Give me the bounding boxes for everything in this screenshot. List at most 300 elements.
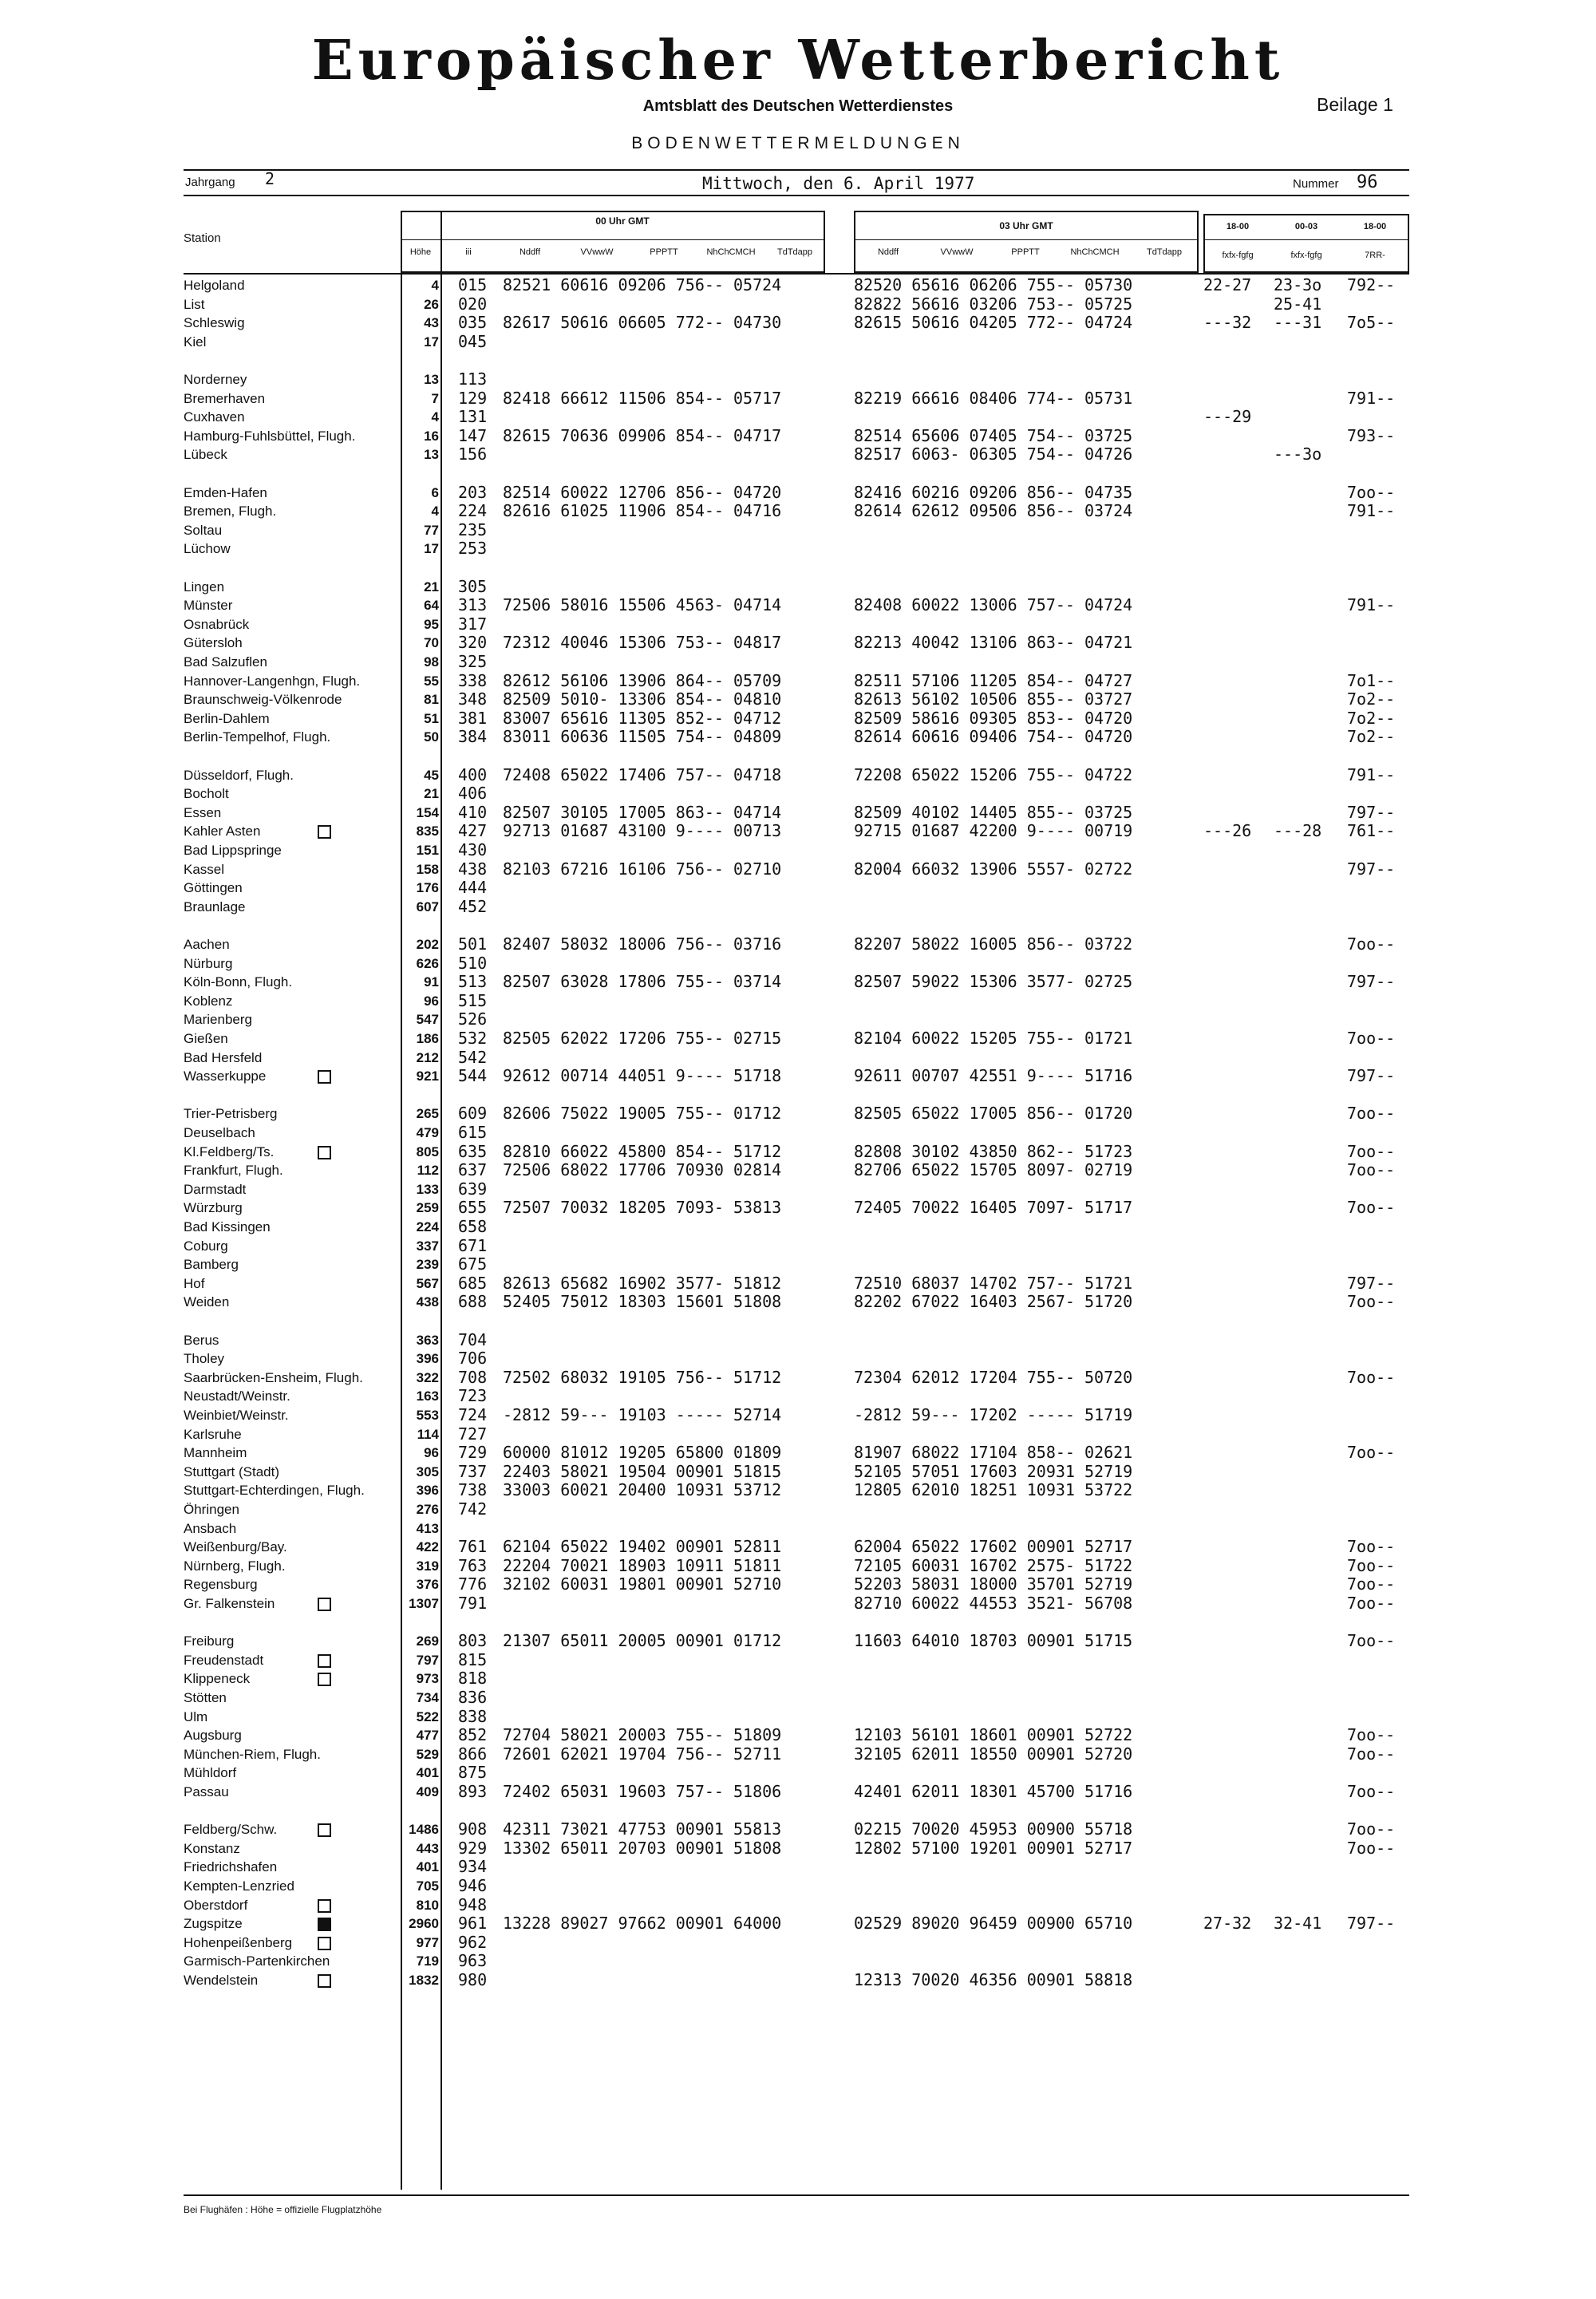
- table-row: [0, 1104, 1596, 1123]
- obs-03-gmt: 82614 62612 09506 856-- 03724: [854, 501, 1133, 521]
- station-name: Kassel: [184, 861, 225, 877]
- mountain-station-marker-icon: [318, 825, 331, 839]
- table-row: [0, 1500, 1596, 1519]
- station-height: 396: [416, 1351, 439, 1367]
- station-name: Berlin-Tempelhof, Flugh.: [184, 729, 331, 745]
- station-index: 852: [458, 1725, 488, 1745]
- precip-18-00: 7oo--: [1347, 1160, 1396, 1180]
- station-index: 235: [458, 519, 488, 539]
- station-name: Hamburg-Fuhlsbüttel, Flugh.: [184, 428, 356, 444]
- station-height: 705: [416, 1878, 439, 1894]
- station-index: 325: [458, 652, 488, 671]
- station-column-header: Station: [184, 231, 221, 245]
- obs-00-gmt: 32102 60031 19801 00901 52710: [503, 1574, 782, 1594]
- station-height: 50: [424, 729, 439, 745]
- precip-18-00: 797--: [1347, 1066, 1396, 1086]
- obs-00-gmt: 72506 68022 17706 70930 02814: [503, 1160, 782, 1180]
- mountain-station-marker-icon: [318, 1823, 331, 1837]
- obs-00-gmt: 72704 58021 20003 755-- 51809: [503, 1725, 782, 1745]
- extra-subrule: [1203, 239, 1409, 240]
- header-rule-top: [184, 169, 1409, 171]
- station-index: 320: [458, 633, 488, 653]
- obs-03-gmt: 82706 65022 15705 8097- 02719: [854, 1160, 1133, 1180]
- table-row: [0, 728, 1596, 746]
- table-row: [0, 370, 1596, 389]
- station-index: 704: [458, 1329, 488, 1349]
- station-height: 363: [416, 1332, 439, 1348]
- station-height: 477: [416, 1728, 439, 1744]
- station-name: Bremerhaven: [184, 390, 266, 406]
- table-row: [0, 1161, 1596, 1179]
- station-height: 401: [416, 1765, 439, 1781]
- station-name: Köln-Bonn, Flugh.: [184, 974, 293, 990]
- station-index: 742: [458, 1499, 488, 1519]
- station-height: 17: [424, 334, 439, 350]
- precip-18-00: 7oo--: [1347, 1292, 1396, 1312]
- station-name: Bremen, Flugh.: [184, 504, 277, 519]
- station-height: 422: [416, 1539, 439, 1555]
- station-height: 265: [416, 1106, 439, 1122]
- station-index: 963: [458, 1951, 488, 1971]
- station-name: Mannheim: [184, 1445, 247, 1461]
- obs-00-gmt: 83011 60636 11505 754-- 04809: [503, 727, 782, 747]
- station-name: Marienberg: [184, 1012, 252, 1028]
- obs-00-gmt: 72408 65022 17406 757-- 04718: [503, 764, 782, 784]
- station-index: 738: [458, 1480, 488, 1500]
- jahrgang-value: 2: [265, 169, 275, 188]
- obs-03-gmt: 81907 68022 17104 858-- 02621: [854, 1443, 1133, 1463]
- station-height: 522: [416, 1708, 439, 1724]
- table-row: [0, 1049, 1596, 1067]
- table-row: [0, 1481, 1596, 1499]
- station-height: 259: [416, 1200, 439, 1216]
- station-index: 838: [458, 1706, 488, 1726]
- obs-00-gmt: 72312 40046 15306 753-- 04817: [503, 633, 782, 653]
- station-index: 544: [458, 1066, 488, 1086]
- station-height: 1832: [409, 1973, 439, 1988]
- station-height: 112: [417, 1163, 439, 1179]
- station-name: Aachen: [184, 937, 230, 952]
- obs-03-gmt: 82104 60022 15205 755-- 01721: [854, 1029, 1133, 1048]
- station-name: Feldberg/Schw.: [184, 1822, 278, 1838]
- station-index: 253: [458, 539, 488, 559]
- obs-00-gmt: 62104 65022 19402 00901 52811: [503, 1537, 782, 1557]
- table-row: [0, 1218, 1596, 1236]
- gmt03-subrule: [854, 239, 1199, 240]
- obs-03-gmt: 82614 60616 09406 754-- 04720: [854, 727, 1133, 747]
- extra-header-2: 00-03: [1294, 222, 1318, 231]
- obs-03-gmt: 82520 65616 06206 755-- 05730: [854, 275, 1133, 294]
- station-name: Cuxhaven: [184, 409, 245, 425]
- table-row: [0, 1444, 1596, 1462]
- station-name: Frankfurt, Flugh.: [184, 1163, 283, 1179]
- gust-00-03: 25-41: [1274, 294, 1322, 314]
- station-index: 893: [458, 1782, 488, 1801]
- obs-00-gmt: 82407 58032 18006 756-- 03716: [503, 934, 782, 954]
- gmt03-sub-clouds: NhChCMCH: [1070, 247, 1120, 257]
- station-index: 381: [458, 708, 488, 728]
- obs-03-gmt: 42401 62011 18301 45700 51716: [854, 1782, 1133, 1801]
- station-index: 934: [458, 1857, 488, 1877]
- station-height: 805: [416, 1144, 439, 1159]
- station-name: Weißenburg/Bay.: [184, 1539, 287, 1555]
- table-row: [0, 1783, 1596, 1801]
- table-row: [0, 1839, 1596, 1858]
- table-row: [0, 653, 1596, 671]
- station-index: 803: [458, 1631, 488, 1651]
- table-row: [0, 1293, 1596, 1311]
- page-title: Europäischer Wetterbericht: [311, 29, 1285, 93]
- obs-00-gmt: 52405 75012 18303 15601 51808: [503, 1292, 782, 1312]
- station-height: 547: [416, 1012, 439, 1028]
- station-name: Deuselbach: [184, 1125, 255, 1140]
- station-name: Konstanz: [184, 1840, 240, 1856]
- station-index: 131: [458, 407, 488, 427]
- station-height: 77: [424, 522, 439, 538]
- obs-00-gmt: 22204 70021 18903 10911 51811: [503, 1555, 782, 1575]
- obs-03-gmt: 82822 56616 03206 753-- 05725: [854, 294, 1133, 314]
- obs-03-gmt: 82511 57106 11205 854-- 04727: [854, 670, 1133, 690]
- extra-header-3: 18-00: [1363, 222, 1387, 231]
- station-name: Nürburg: [184, 955, 233, 971]
- table-row: [0, 1896, 1596, 1914]
- table-row: [0, 1557, 1596, 1575]
- station-height: 443: [416, 1840, 439, 1856]
- table-row: [0, 1237, 1596, 1255]
- station-name: Freudenstadt: [184, 1652, 264, 1668]
- station-height: 413: [416, 1520, 439, 1536]
- mountain-station-marker-icon: [318, 1899, 331, 1913]
- station-height: 224: [416, 1219, 439, 1234]
- table-row: [0, 1143, 1596, 1161]
- station-name: Mühldorf: [184, 1765, 237, 1781]
- precip-18-00: 7oo--: [1347, 482, 1396, 502]
- station-index: 510: [458, 953, 488, 973]
- station-name: Oberstdorf: [184, 1897, 248, 1913]
- station-name: Coburg: [184, 1238, 228, 1254]
- station-name: Norderney: [184, 372, 247, 387]
- station-height: 319: [416, 1558, 439, 1574]
- gmt03-sub-ppptt: PPPTT: [1011, 247, 1040, 257]
- station-index: 203: [458, 482, 488, 502]
- station-index: 671: [458, 1235, 488, 1255]
- table-row: [0, 1858, 1596, 1876]
- table-row: [0, 860, 1596, 879]
- station-index: 724: [458, 1405, 488, 1424]
- obs-03-gmt: 82219 66616 08406 774-- 05731: [854, 388, 1133, 408]
- precip-18-00: 7oo--: [1347, 1537, 1396, 1557]
- station-height: 16: [424, 428, 439, 444]
- station-index: 438: [458, 859, 488, 879]
- table-row: [0, 690, 1596, 709]
- station-index: 444: [458, 878, 488, 898]
- station-name: Kempten-Lenzried: [184, 1878, 294, 1894]
- station-height: 396: [416, 1483, 439, 1499]
- station-height: 322: [416, 1369, 439, 1385]
- station-height: 1307: [409, 1596, 439, 1611]
- table-row: [0, 314, 1596, 332]
- table-row: [0, 596, 1596, 614]
- extra-sub-3: 7RR-: [1365, 251, 1385, 260]
- station-index: 818: [458, 1669, 488, 1689]
- station-index: 515: [458, 990, 488, 1010]
- obs-03-gmt: 62004 65022 17602 00901 52717: [854, 1537, 1133, 1557]
- footnote: Bei Flughäfen : Höhe = offizielle Flugplatzhöhe: [184, 2204, 382, 2215]
- station-name: Stuttgart-Echterdingen, Flugh.: [184, 1483, 365, 1499]
- station-index: 609: [458, 1104, 488, 1124]
- precip-18-00: 797--: [1347, 1914, 1396, 1934]
- gmt00-header: 00 Uhr GMT: [595, 215, 650, 227]
- obs-03-gmt: 82808 30102 43850 862-- 51723: [854, 1141, 1133, 1161]
- table-row: [0, 1689, 1596, 1707]
- precip-18-00: 761--: [1347, 821, 1396, 841]
- obs-00-gmt: 72502 68032 19105 756-- 51712: [503, 1367, 782, 1387]
- obs-00-gmt: 60000 81012 19205 65800 01809: [503, 1443, 782, 1463]
- station-height: 6: [431, 484, 439, 500]
- precip-18-00: 7o2--: [1347, 708, 1396, 728]
- obs-00-gmt: -2812 59--- 19103 ----- 52714: [503, 1405, 782, 1424]
- precip-18-00: 797--: [1347, 859, 1396, 879]
- table-row: [0, 935, 1596, 954]
- station-height: 13: [424, 447, 439, 463]
- station-name: Freiburg: [184, 1633, 235, 1649]
- station-index: 637: [458, 1160, 488, 1180]
- jahrgang-label: Jahrgang: [185, 176, 235, 189]
- station-index: 400: [458, 764, 488, 784]
- precip-18-00: 7oo--: [1347, 1594, 1396, 1613]
- station-height: 4: [431, 278, 439, 293]
- obs-00-gmt: 82617 50616 06605 772-- 04730: [503, 313, 782, 333]
- precip-18-00: 7oo--: [1347, 1141, 1396, 1161]
- station-name: Bocholt: [184, 786, 229, 802]
- table-row: [0, 898, 1596, 916]
- nummer-value: 96: [1357, 172, 1378, 192]
- station-name: Trier-Petrisberg: [184, 1106, 278, 1122]
- table-row: [0, 1594, 1596, 1613]
- table-header-rule: [184, 273, 1409, 275]
- precip-18-00: 7oo--: [1347, 1744, 1396, 1764]
- station-name: Düsseldorf, Flugh.: [184, 767, 294, 783]
- station-height: 21: [424, 579, 439, 595]
- obs-03-gmt: 72510 68037 14702 757-- 51721: [854, 1273, 1133, 1293]
- obs-00-gmt: 82507 30105 17005 863-- 04714: [503, 802, 782, 822]
- station-name: Bamberg: [184, 1257, 239, 1273]
- station-height: 163: [416, 1388, 439, 1404]
- obs-00-gmt: 82521 60616 09206 756-- 05724: [503, 275, 782, 294]
- station-index: 513: [458, 972, 488, 992]
- station-height: 7: [431, 390, 439, 406]
- station-height: 154: [416, 804, 439, 820]
- station-height: 409: [416, 1784, 439, 1799]
- station-height: 835: [416, 824, 439, 839]
- station-index: 317: [458, 614, 488, 634]
- station-name: Stötten: [184, 1690, 227, 1705]
- obs-00-gmt: 83007 65616 11305 852-- 04712: [503, 708, 782, 728]
- station-name: Göttingen: [184, 880, 243, 896]
- table-row: [0, 1180, 1596, 1199]
- obs-03-gmt: 82004 66032 13906 5557- 02722: [854, 859, 1133, 879]
- station-index: 729: [458, 1443, 488, 1463]
- precip-18-00: 7oo--: [1347, 934, 1396, 954]
- mountain-station-marker-icon: [318, 1070, 331, 1084]
- station-index: 015: [458, 275, 488, 294]
- gust-00-03: ---28: [1274, 821, 1322, 841]
- station-name: Braunlage: [184, 899, 246, 914]
- obs-03-gmt: 82207 58022 16005 856-- 03722: [854, 934, 1133, 954]
- precip-18-00: 7oo--: [1347, 1443, 1396, 1463]
- table-row: [0, 1519, 1596, 1538]
- station-height: 176: [416, 880, 439, 896]
- table-row: [0, 1708, 1596, 1726]
- obs-00-gmt: 82418 66612 11506 854-- 05717: [503, 388, 782, 408]
- station-name: Weinbiet/Weinstr.: [184, 1408, 289, 1423]
- station-height: 337: [416, 1238, 439, 1254]
- extra-header-1: 18-00: [1226, 222, 1250, 231]
- obs-03-gmt: 12103 56101 18601 00901 52722: [854, 1725, 1133, 1745]
- station-name: Öhringen: [184, 1502, 239, 1517]
- station-name: Berus: [184, 1332, 219, 1348]
- issue-date: Mittwoch, den 6. April 1977: [702, 174, 975, 193]
- station-name: Bad Salzuflen: [184, 654, 267, 670]
- table-row: [0, 389, 1596, 408]
- table-row: [0, 295, 1596, 314]
- station-index: 685: [458, 1273, 488, 1293]
- precip-18-00: 7oo--: [1347, 1838, 1396, 1858]
- obs-03-gmt: 32105 62011 18550 00901 52720: [854, 1744, 1133, 1764]
- station-index: 961: [458, 1914, 488, 1934]
- station-name: Ulm: [184, 1708, 208, 1724]
- table-row: [0, 1877, 1596, 1895]
- gust-18-00: ---26: [1203, 821, 1252, 841]
- mountain-station-marker-icon: [318, 1937, 331, 1950]
- station-name: Würzburg: [184, 1200, 243, 1216]
- gmt00-sub-nddff: Nddff: [519, 247, 541, 257]
- station-name: Osnabrück: [184, 616, 250, 632]
- station-name: Emden-Hafen: [184, 484, 267, 500]
- station-index: 737: [458, 1461, 488, 1481]
- obs-03-gmt: 82517 6063- 06305 754-- 04726: [854, 444, 1133, 464]
- station-index: 946: [458, 1876, 488, 1895]
- station-index: 410: [458, 802, 488, 822]
- station-height: 810: [416, 1897, 439, 1913]
- station-index: 348: [458, 689, 488, 709]
- table-row: [0, 784, 1596, 803]
- precip-18-00: 797--: [1347, 972, 1396, 992]
- obs-03-gmt: -2812 59--- 17202 ----- 51719: [854, 1405, 1133, 1424]
- station-name: München-Riem, Flugh.: [184, 1746, 321, 1762]
- station-index: 427: [458, 821, 488, 841]
- obs-03-gmt: 02215 70020 45953 00900 55718: [854, 1819, 1133, 1839]
- precip-18-00: 7oo--: [1347, 1198, 1396, 1218]
- beilage-label: Beilage 1: [1317, 94, 1393, 115]
- table-row: [0, 1255, 1596, 1274]
- table-row: [0, 1199, 1596, 1217]
- nummer-label: Nummer: [1293, 177, 1339, 191]
- station-height: 26: [424, 296, 439, 312]
- station-index: 875: [458, 1763, 488, 1783]
- obs-03-gmt: 82514 65606 07405 754-- 03725: [854, 425, 1133, 445]
- gmt00-subrule: [401, 239, 825, 240]
- table-row: [0, 804, 1596, 822]
- station-height: 133: [416, 1181, 439, 1197]
- mountain-station-marker-icon: [318, 1673, 331, 1686]
- precip-18-00: 7oo--: [1347, 1819, 1396, 1839]
- station-height: 158: [416, 861, 439, 877]
- table-row: [0, 1651, 1596, 1669]
- precip-18-00: 7oo--: [1347, 1555, 1396, 1575]
- station-name: Braunschweig-Völkenrode: [184, 692, 342, 708]
- station-name: Garmisch-Partenkirchen: [184, 1953, 330, 1969]
- table-row: [0, 1632, 1596, 1650]
- table-row: [0, 954, 1596, 973]
- gmt03-sub-dewpoint: TdTdapp: [1146, 247, 1183, 257]
- table-row: [0, 1463, 1596, 1481]
- precip-18-00: 7oo--: [1347, 1104, 1396, 1124]
- obs-00-gmt: 92713 01687 43100 9---- 00713: [503, 821, 782, 841]
- obs-00-gmt: 82514 60022 12706 856-- 04720: [503, 482, 782, 502]
- gmt03-sub-vvwww: VVwwW: [940, 247, 974, 257]
- precip-18-00: 792--: [1347, 275, 1396, 294]
- station-name: Nürnberg, Flugh.: [184, 1558, 286, 1574]
- station-index: 815: [458, 1649, 488, 1669]
- station-name: Darmstadt: [184, 1181, 247, 1197]
- table-row: [0, 841, 1596, 859]
- precip-18-00: 7oo--: [1347, 1029, 1396, 1048]
- precip-18-00: 7oo--: [1347, 1725, 1396, 1745]
- station-name: Wendelstein: [184, 1973, 259, 1988]
- mountain-station-marker-icon: [318, 1598, 331, 1611]
- gmt00-sub-clouds: NhChCMCH: [706, 247, 756, 257]
- table-row: [0, 992, 1596, 1010]
- station-index: 688: [458, 1292, 488, 1312]
- table-row: [0, 1406, 1596, 1424]
- obs-03-gmt: 12802 57100 19201 00901 52717: [854, 1838, 1133, 1858]
- station-name: Passau: [184, 1784, 229, 1799]
- station-height: 45: [424, 767, 439, 783]
- station-height: 239: [416, 1257, 439, 1273]
- station-height: 186: [416, 1031, 439, 1046]
- gmt03-sub-nddff: Nddff: [877, 247, 899, 257]
- obs-00-gmt: 82612 56106 13906 864-- 05709: [503, 670, 782, 690]
- table-row: [0, 615, 1596, 634]
- hoehe-header: Höhe: [409, 247, 432, 257]
- table-row: [0, 1349, 1596, 1368]
- obs-03-gmt: 82213 40042 13106 863-- 04721: [854, 633, 1133, 653]
- station-height: 114: [417, 1426, 439, 1442]
- obs-00-gmt: 82810 66022 45800 854-- 51712: [503, 1141, 782, 1161]
- table-row: [0, 1369, 1596, 1387]
- station-index: 763: [458, 1555, 488, 1575]
- obs-03-gmt: 72208 65022 15206 755-- 04722: [854, 764, 1133, 784]
- station-index: 675: [458, 1254, 488, 1274]
- gust-18-00: 27-32: [1203, 1914, 1252, 1934]
- station-index: 384: [458, 727, 488, 747]
- gmt00-sub-ppptt: PPPTT: [650, 247, 678, 257]
- station-index: 305: [458, 576, 488, 596]
- precip-18-00: 7o2--: [1347, 727, 1396, 747]
- obs-00-gmt: 22403 58021 19504 00901 51815: [503, 1461, 782, 1481]
- table-row: [0, 1952, 1596, 1970]
- station-index: 776: [458, 1574, 488, 1594]
- station-index: 908: [458, 1819, 488, 1839]
- station-name: Zugspitze: [184, 1916, 243, 1932]
- gust-00-03: ---3o: [1274, 444, 1322, 464]
- station-index: 224: [458, 501, 488, 521]
- gmt00-sub-vvwww: VVwwW: [580, 247, 614, 257]
- gmt03-header: 03 Uhr GMT: [999, 220, 1053, 231]
- table-row: [0, 1726, 1596, 1744]
- station-height: 376: [416, 1577, 439, 1593]
